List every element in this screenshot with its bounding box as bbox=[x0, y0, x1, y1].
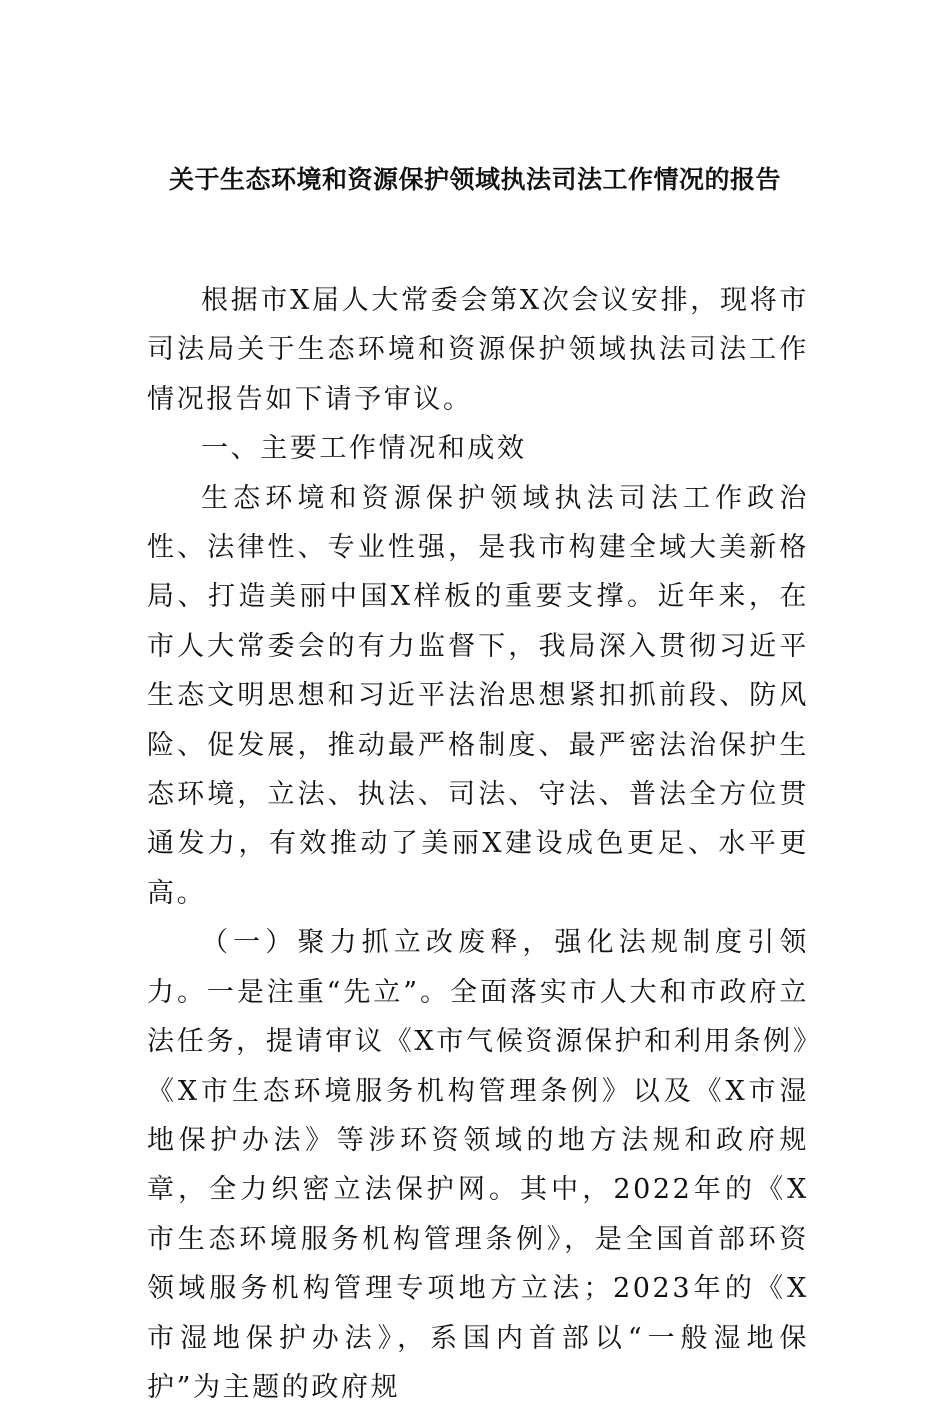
document-body bbox=[147, 276, 809, 1412]
section-heading: 一、主要工作情况和成效 bbox=[201, 433, 527, 465]
document-title: 关于生态环境和资源保护领域执法司法工作情况的报告 bbox=[168, 165, 781, 194]
paragraph-subsection-1: （一）聚力抓立改废释，强化法规制度引领力。一是注重“先立”。全面落实市人大和市政府立法任务，提请审议《X市气候资源保护和利用条例》《X市生态环境服务机构管理条例》以及《X市湿地保护办法》等涉环资领域的地方法规和政府规章，全力织密立法保护网。其中，2022年的《X市生态环境服务机构管理条例》，是全国首部环资领域服务机构管理专项地方立法；2023年的《X市湿地保护办法》，系国内首部以“一般湿地保护”为主题的政府规 bbox=[147, 927, 809, 1403]
paragraph-intro: 根据市X届人大常委会第X次会议安排，现将市司法局关于生态环境和资源保护领域执法司法工作情况报告如下请予审议。 bbox=[147, 285, 809, 415]
paragraph-overview: 生态环境和资源保护领域执法司法工作政治性、法律性、专业性强，是我市构建全域大美新格局、打造美丽中国X样板的重要支撑。近年来，在市人大常委会的有力监督下，我局深入贯彻习近平生态文明思想和习近平法治思想紧扣抓前段、防风险、促发展，推动最严格制度、最严密法治保护生态环境，立法、执法、司法、守法、普法全方位贯通发力，有效推动了美丽X建设成色更足、水平更高。 bbox=[147, 482, 809, 909]
